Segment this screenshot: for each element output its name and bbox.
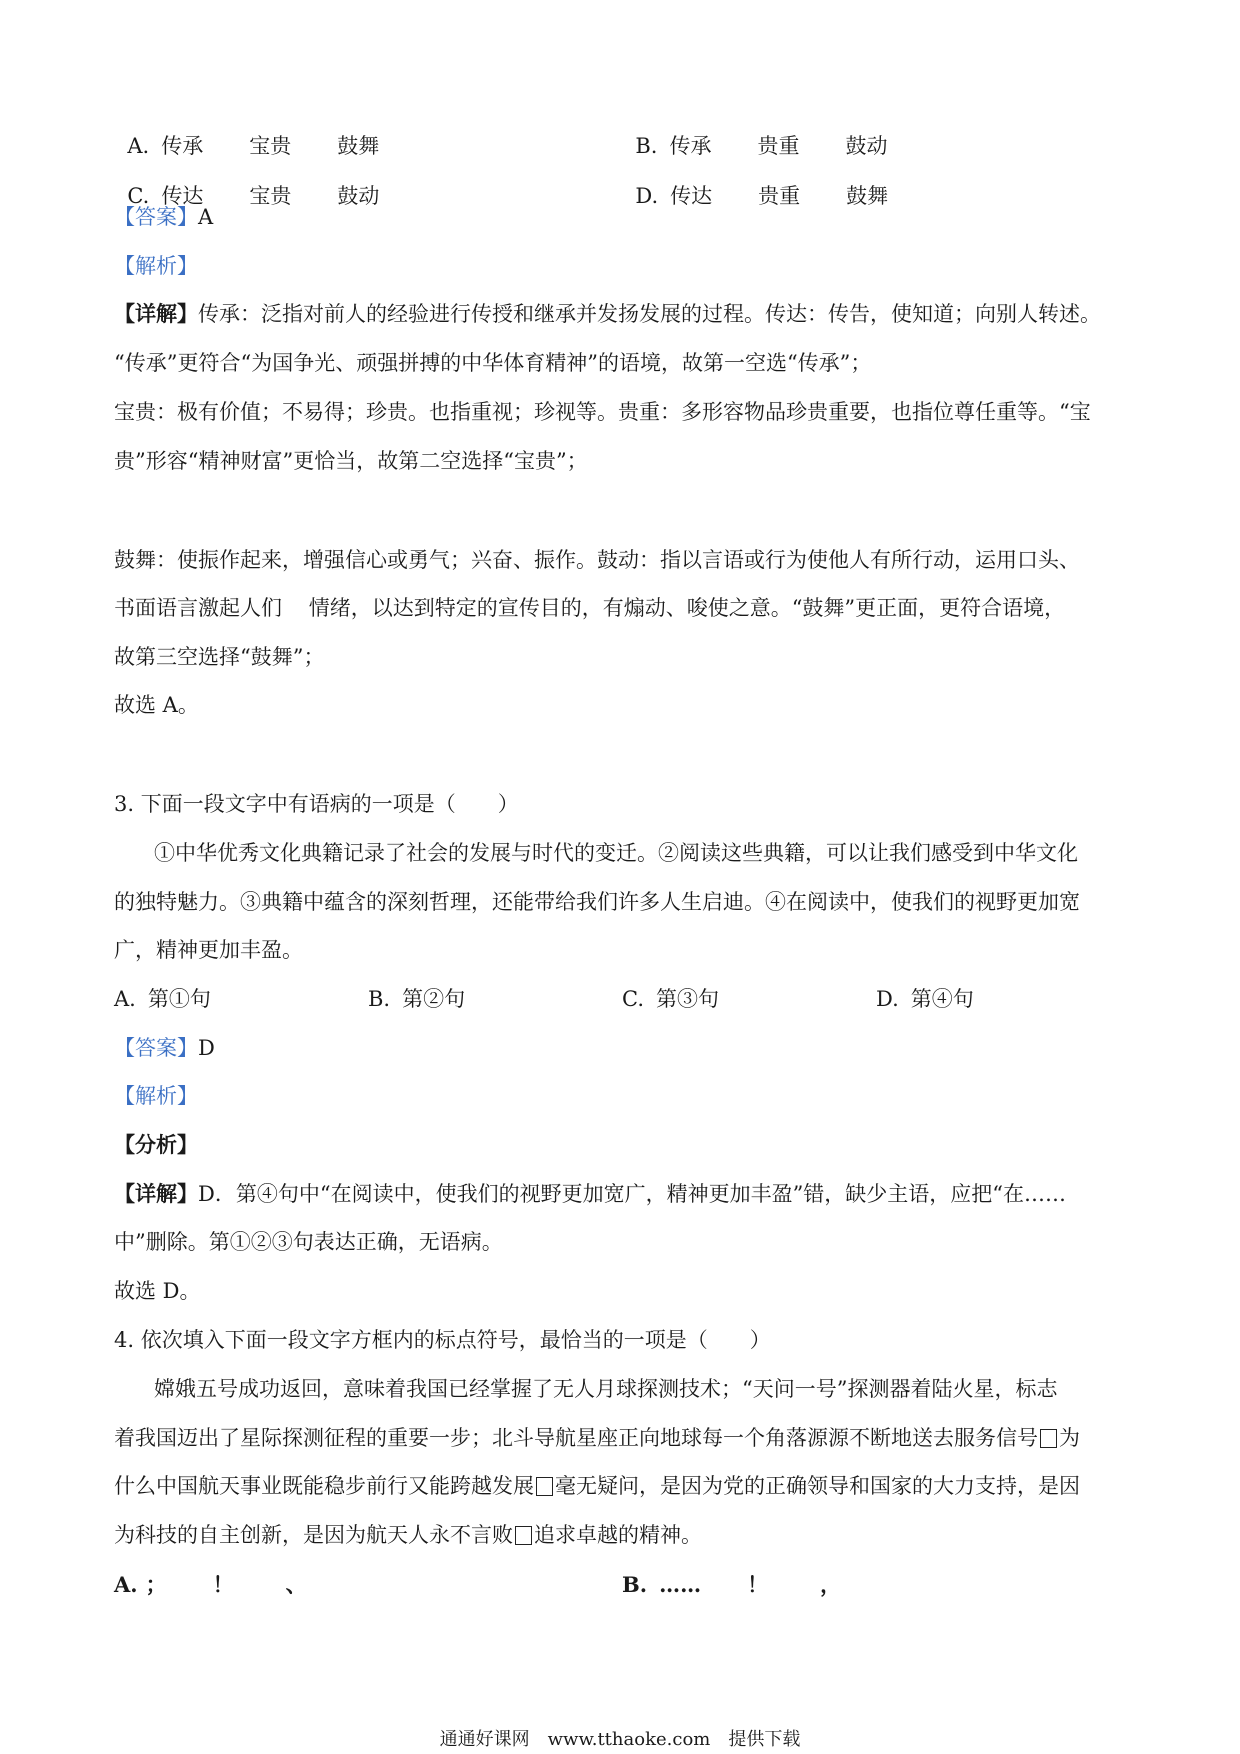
option-word: 传承 [669,134,712,158]
q4-question: 4. 依次填入下面一段文字方框内的标点符号，最恰当的一项是（ ） [114,1328,771,1352]
q3-answer [114,1034,215,1062]
q2-detail-line: 故第三空选择“鼓舞”； [114,645,325,669]
blank-box [536,1477,553,1496]
q3-option-c [622,985,719,1013]
q3-question: 3. 下面一段文字中有语病的一项是（ ） [114,792,519,816]
detail-text: 传承：泛指对前人的经验进行传授和继承并发扬发展的过程。传达：传告，使知道；向别人转述。 [198,302,1101,326]
q3-conclusion: 故选 D。 [114,1279,201,1303]
q4-option-a [114,1571,307,1599]
passage-text: 追求卓越的精神。 [534,1523,702,1547]
option-label: B. [368,987,391,1011]
q4-passage-line [114,1472,1080,1500]
q3-detail-line [114,1180,1066,1208]
passage-text: 为 [1059,1426,1080,1450]
q4-passage-line: 嫦娥五号成功返回，意味着我国已经掌握了无人月球探测技术；“天问一号”探测器着陆火星，标志 [154,1377,1058,1401]
option-label: A. [114,987,136,1011]
option-word: 传达 [161,184,204,208]
q3-analysis-tag: 【解析】 [114,1084,198,1108]
q2-conclusion: 故选 A。 [114,693,199,717]
passage-text: 什么中国航天事业既能稳步前行又能跨越发展 [114,1474,534,1498]
q2-option-d [622,154,888,210]
q3-fenxi-tag: 【分析】 [114,1132,198,1157]
option-word: 贵重 [758,184,801,208]
option-label: D. [635,184,659,208]
q3-option-b [368,985,465,1013]
option-label: C. [127,184,150,208]
q3-passage-line: ①中华优秀文化典籍记录了社会的发展与时代的变迁。②阅读这些典籍，可以让我们感受到中华文化 [154,841,1078,865]
q3-passage-line: 广，精神更加丰盈。 [114,938,303,962]
q2-answer [114,203,213,231]
option-text: 第④句 [910,987,974,1011]
option-word: 宝贵 [249,134,292,158]
option-text: 第③句 [656,987,719,1011]
q3-detail-line: 中”删除。第①②③句表达正确，无语病。 [114,1230,503,1254]
option-punct: ； [145,1572,167,1597]
option-label: B. [635,134,658,158]
option-punct: ， [820,1572,842,1597]
blank-box [1040,1429,1057,1448]
answer-value: A [198,205,214,229]
option-word: 鼓舞 [337,134,380,158]
q2-detail-line: “传承”更符合“为国争光、顽强拼搏的中华体育精神”的语境，故第一空选“传承”； [114,351,872,375]
q2-detail-line: 宝贵：极有价值；不易得；珍贵。也指重视；珍视等。贵重：多形容物品珍贵重要，也指位尊任重等。“宝 [114,400,1091,424]
detail-text: D．第④句中“在阅读中，使我们的视野更加宽广，精神更加丰盈”错，缺少主语，应把“在…… [198,1182,1067,1206]
q2-option-a [114,104,379,160]
option-label: A. [127,134,150,158]
q2-detail-line: 贵”形容“精神财富”更恰当，故第二空选择“宝贵”； [114,449,588,473]
option-word: 传达 [670,184,713,208]
passage-text: 毫无疑问，是因为党的正确领导和国家的大力支持，是因 [555,1474,1080,1498]
option-punct: …… [659,1572,702,1597]
option-word: 鼓舞 [846,184,889,208]
q2-detail-line: 鼓舞：使振作起来，增强信心或勇气；兴奋、振作。鼓动：指以言语或行为使他人有所行动，运用口头、 [114,548,1080,572]
answer-tag: 【答案】 [114,1036,198,1060]
answer-tag: 【答案】 [114,205,198,229]
option-label: C. [622,987,644,1011]
page-footer: 通通好课网 www.tthaoke.com 提供下载 [439,1729,801,1750]
option-label: A. [114,1572,138,1597]
q2-detail-line: 书面语言激起人们 情绪，以达到特定的宣传目的，有煽动、唆使之意。“鼓舞”更正面，更符合语境， [114,596,1066,620]
q2-option-c [114,154,379,210]
option-punct: ！ [747,1572,769,1597]
detail-tag: 【详解】 [114,301,198,326]
option-word: 宝贵 [249,184,292,208]
q3-option-d [876,985,974,1013]
q3-passage-line: 的独特魅力。③典籍中蕴含的深刻哲理，还能带给我们许多人生启迪。④在阅读中，使我们的视野更加宽 [114,890,1080,914]
passage-text: 为科技的自主创新，是因为航天人永不言败 [114,1523,513,1547]
q4-option-b [622,1571,841,1599]
q4-passage-line [114,1521,702,1549]
blank-box [515,1526,532,1545]
q2-detail-line [114,300,1101,328]
option-word: 鼓动 [845,134,888,158]
option-punct: ！ [212,1572,234,1597]
option-text: 第①句 [147,987,211,1011]
option-word: 鼓动 [337,184,380,208]
option-word: 贵重 [757,134,800,158]
q2-option-b [622,104,887,160]
answer-value: D [198,1036,215,1060]
passage-text: 着我国迈出了星际探测征程的重要一步；北斗导航星座正向地球每一个角落源源不断地送去服务信号 [114,1426,1038,1450]
option-word: 传承 [161,134,204,158]
option-label: D. [876,987,899,1011]
q3-option-a [114,985,211,1013]
option-punct: 、 [285,1572,307,1597]
q2-analysis-tag: 【解析】 [114,254,198,278]
option-text: 第②句 [402,987,466,1011]
q4-passage-line [114,1424,1080,1452]
option-label: B. [622,1572,648,1597]
detail-tag: 【详解】 [114,1181,198,1206]
